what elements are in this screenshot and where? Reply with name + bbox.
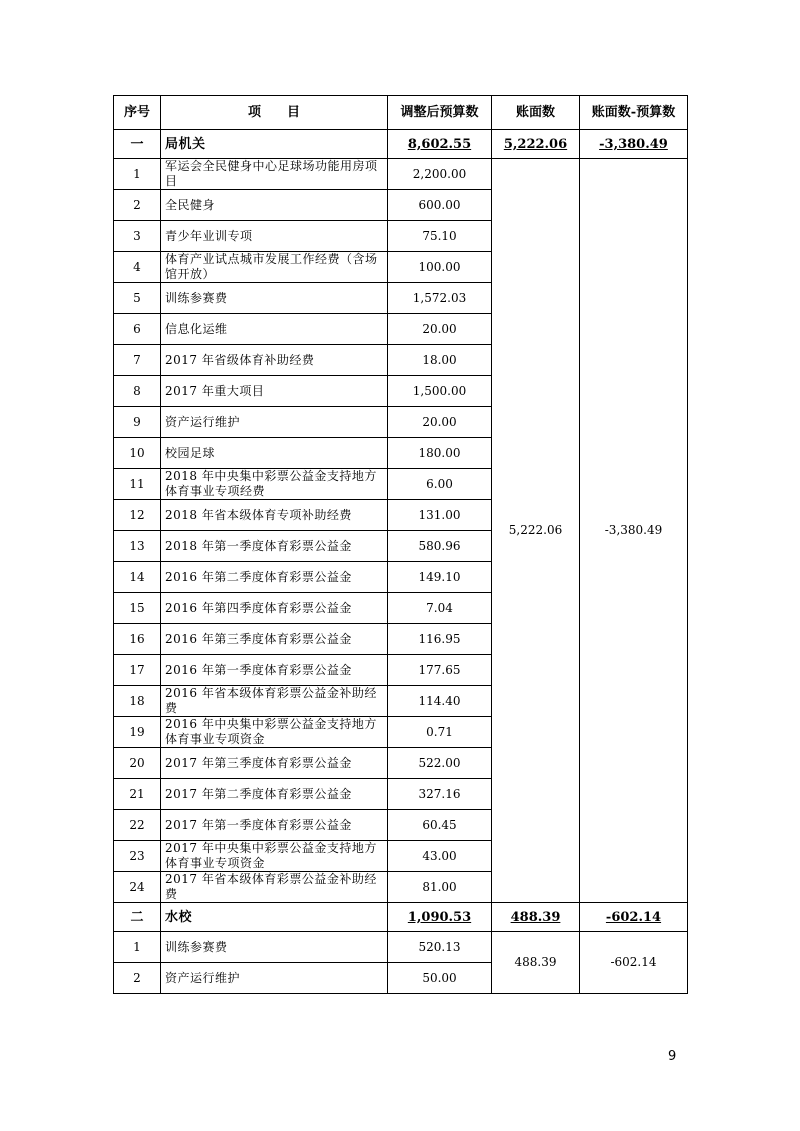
item-name: 2016 年中央集中彩票公益金支持地方体育事业专项资金 [161,717,388,748]
item-budget: 114.40 [388,686,492,717]
item-budget: 327.16 [388,779,492,810]
group-name: 水校 [161,903,388,932]
item-budget: 20.00 [388,314,492,345]
item-name: 2016 年第四季度体育彩票公益金 [161,593,388,624]
item-seq: 21 [114,779,161,810]
merged-book-amount: 5,222.06 [492,159,580,903]
item-name: 校园足球 [161,438,388,469]
page-number: 9 [668,1049,677,1064]
merged-difference: -3,380.49 [580,159,688,903]
item-budget: 2,200.00 [388,159,492,190]
group-budget-value: 1,090.53 [407,909,472,925]
item-budget: 180.00 [388,438,492,469]
group-diff-value: -3,380.49 [599,136,668,152]
group-row [114,903,688,932]
item-budget: 520.13 [388,932,492,963]
header-difference: 账面数-预算数 [580,96,688,130]
item-budget: 7.04 [388,593,492,624]
item-budget: 1,572.03 [388,283,492,314]
merged-book-amount: 488.39 [492,932,580,994]
group-budget [388,903,492,932]
table-header-row [114,96,688,130]
item-budget: 20.00 [388,407,492,438]
item-seq: 20 [114,748,161,779]
item-budget: 1,500.00 [388,376,492,407]
item-name: 2016 年第一季度体育彩票公益金 [161,655,388,686]
item-name: 2016 年第三季度体育彩票公益金 [161,624,388,655]
item-seq: 23 [114,841,161,872]
item-seq: 2 [114,190,161,221]
item-budget: 116.95 [388,624,492,655]
table-row [114,932,688,963]
item-seq: 16 [114,624,161,655]
group-row [114,130,688,159]
group-diff [580,130,688,159]
item-seq: 12 [114,500,161,531]
header-adjusted-budget: 调整后预算数 [388,96,492,130]
item-name: 2017 年第一季度体育彩票公益金 [161,810,388,841]
item-name: 2017 年重大项目 [161,376,388,407]
group-budget [388,130,492,159]
group-book-value: 488.39 [510,909,561,925]
item-budget: 149.10 [388,562,492,593]
item-name: 2016 年省本级体育彩票公益金补助经费 [161,686,388,717]
item-seq: 8 [114,376,161,407]
item-name: 全民健身 [161,190,388,221]
header-seq: 序号 [114,96,161,130]
group-diff [580,903,688,932]
group-book [492,130,580,159]
item-budget: 18.00 [388,345,492,376]
item-name: 2017 年第三季度体育彩票公益金 [161,748,388,779]
item-budget: 81.00 [388,872,492,903]
item-seq: 9 [114,407,161,438]
item-name: 2018 年第一季度体育彩票公益金 [161,531,388,562]
item-name: 2016 年第二季度体育彩票公益金 [161,562,388,593]
item-budget: 580.96 [388,531,492,562]
item-seq: 5 [114,283,161,314]
item-name: 2017 年省本级体育彩票公益金补助经费 [161,872,388,903]
group-budget-value: 8,602.55 [407,136,472,152]
item-seq: 14 [114,562,161,593]
item-name: 体育产业试点城市发展工作经费（含场馆开放） [161,252,388,283]
item-budget: 75.10 [388,221,492,252]
budget-table [113,95,688,994]
item-budget: 6.00 [388,469,492,500]
item-seq: 1 [114,932,161,963]
group-seq: 二 [114,903,161,932]
table-row [114,159,688,190]
group-seq: 一 [114,130,161,159]
item-seq: 18 [114,686,161,717]
item-seq: 10 [114,438,161,469]
item-budget: 0.71 [388,717,492,748]
item-name: 资产运行维护 [161,407,388,438]
item-name: 青少年业训专项 [161,221,388,252]
item-seq: 22 [114,810,161,841]
group-name: 局机关 [161,130,388,159]
item-name: 信息化运维 [161,314,388,345]
item-seq: 11 [114,469,161,500]
item-seq: 19 [114,717,161,748]
item-seq: 1 [114,159,161,190]
group-book [492,903,580,932]
item-budget: 131.00 [388,500,492,531]
item-name: 2018 年省本级体育专项补助经费 [161,500,388,531]
item-seq: 3 [114,221,161,252]
item-budget: 177.65 [388,655,492,686]
item-name: 训练参赛费 [161,283,388,314]
item-budget: 522.00 [388,748,492,779]
header-book-amount: 账面数 [492,96,580,130]
item-budget: 100.00 [388,252,492,283]
item-name: 训练参赛费 [161,932,388,963]
item-budget: 60.45 [388,810,492,841]
item-seq: 7 [114,345,161,376]
item-seq: 6 [114,314,161,345]
item-seq: 17 [114,655,161,686]
item-name: 2017 年第二季度体育彩票公益金 [161,779,388,810]
item-budget: 43.00 [388,841,492,872]
item-seq: 4 [114,252,161,283]
item-seq: 13 [114,531,161,562]
item-seq: 24 [114,872,161,903]
item-name: 资产运行维护 [161,963,388,994]
header-item: 项 目 [161,96,388,130]
item-budget: 600.00 [388,190,492,221]
group-book-value: 5,222.06 [503,136,568,152]
item-name: 2018 年中央集中彩票公益金支持地方体育事业专项经费 [161,469,388,500]
item-name: 军运会全民健身中心足球场功能用房项目 [161,159,388,190]
item-budget: 50.00 [388,963,492,994]
item-seq: 2 [114,963,161,994]
group-diff-value: -602.14 [605,909,662,925]
table-body [114,130,688,994]
item-name: 2017 年省级体育补助经费 [161,345,388,376]
item-name: 2017 年中央集中彩票公益金支持地方体育事业专项资金 [161,841,388,872]
item-seq: 15 [114,593,161,624]
merged-difference: -602.14 [580,932,688,994]
